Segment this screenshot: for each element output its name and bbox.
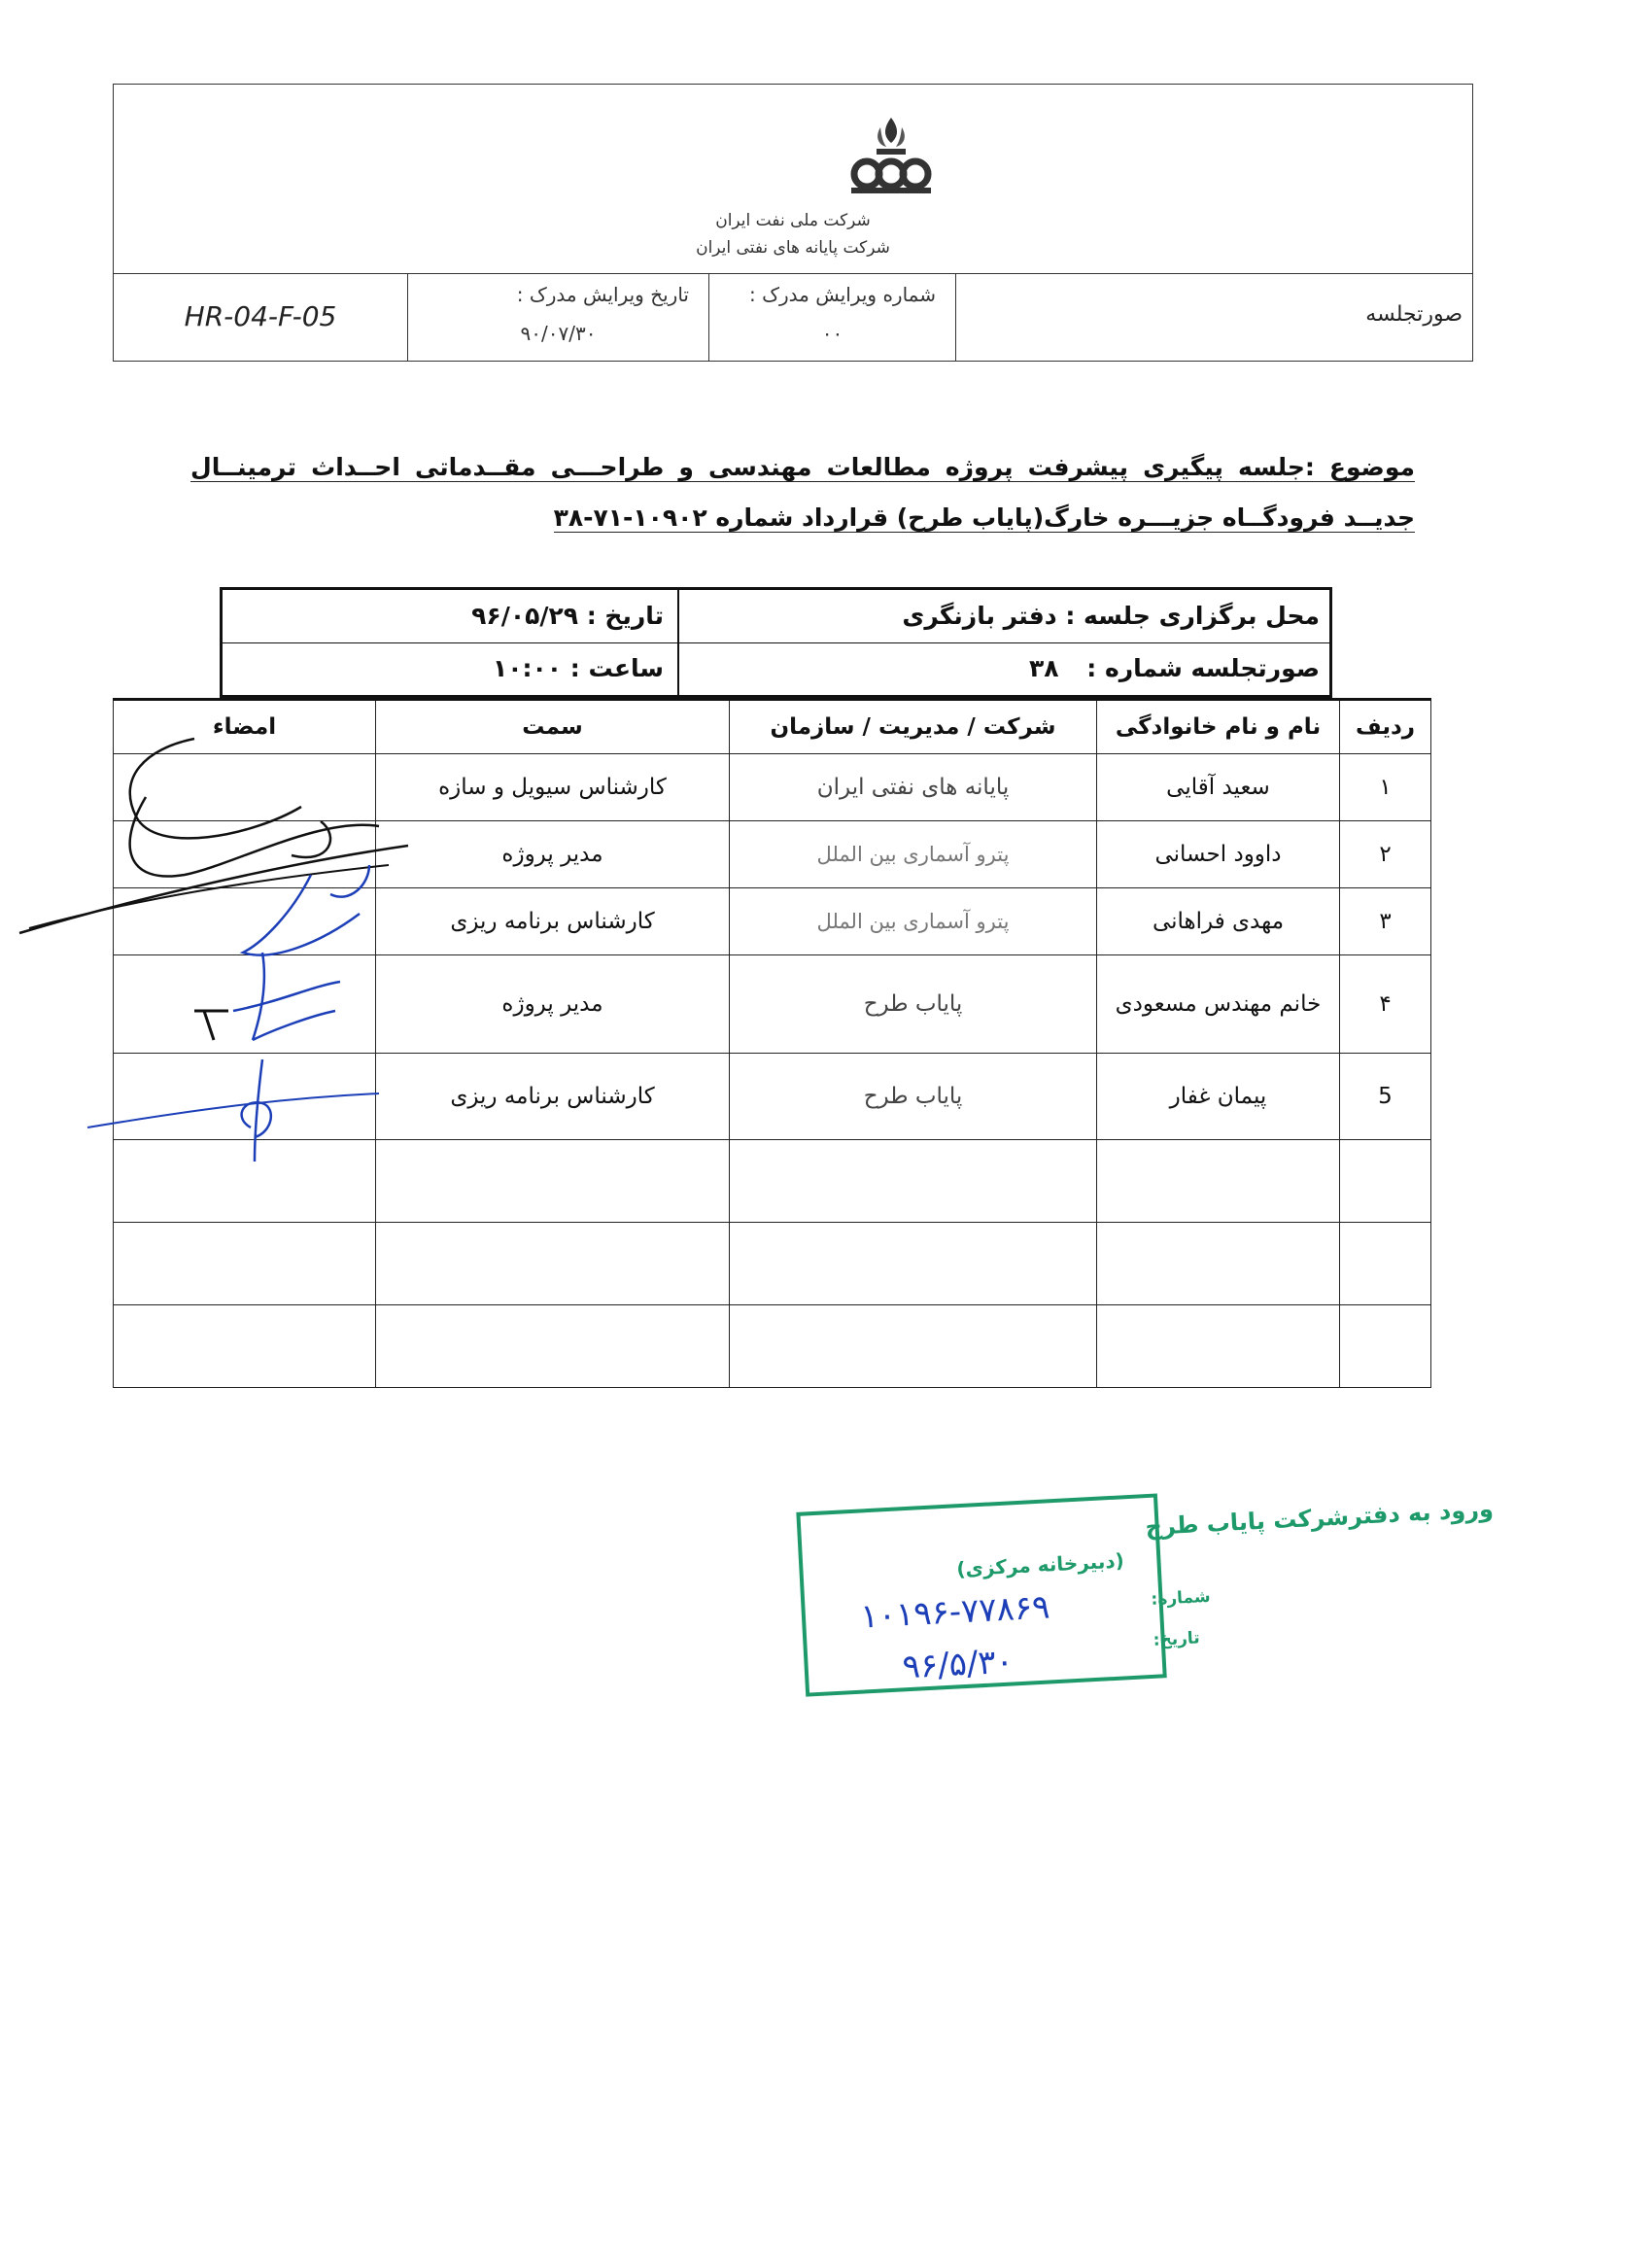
revision-date-label: تاریخ ویرایش مدرک : bbox=[516, 283, 689, 306]
revision-number-value: ۰۰ bbox=[821, 322, 843, 345]
date-label: تاریخ : bbox=[586, 602, 664, 630]
doc-title-cell bbox=[955, 273, 1472, 361]
meeting-subject bbox=[190, 442, 1415, 543]
info-row-place-date bbox=[223, 590, 1329, 643]
nioc-logo-icon bbox=[847, 112, 935, 199]
time-value: ۱۰:۰۰ bbox=[493, 654, 563, 682]
attendee-role: مدیر پروژه bbox=[376, 821, 730, 888]
table-row-empty bbox=[114, 1223, 1431, 1305]
table-row-empty bbox=[114, 1305, 1431, 1388]
col-header-position: سمت bbox=[376, 700, 730, 754]
date-value: ۹۶/۰۵/۲۹ bbox=[471, 602, 578, 630]
stamp-number-value: ۱۰۱۹۶-۷۷۸۶۹ bbox=[859, 1587, 1051, 1637]
col-header-organization: شرکت / مدیریت / سازمان bbox=[730, 700, 1097, 754]
place-cell bbox=[679, 590, 1329, 642]
row-number: ۳ bbox=[1340, 888, 1431, 955]
place-value: دفتر بازنگری bbox=[902, 602, 1057, 630]
receipt-stamp bbox=[799, 1495, 1495, 1691]
attendee-org: پترو آسماری بین الملل bbox=[730, 888, 1097, 955]
revision-number-label: شماره ویرایش مدرک : bbox=[748, 283, 936, 306]
meeting-info-box bbox=[220, 587, 1332, 698]
place-label: محل برگزاری جلسه : bbox=[1065, 602, 1320, 630]
time-label: ساعت : bbox=[569, 654, 664, 682]
info-row-minutes-time bbox=[223, 642, 1329, 695]
minutes-number-label: صورتجلسه شماره : bbox=[1086, 654, 1320, 682]
signatures-icon bbox=[0, 719, 447, 1166]
date-cell bbox=[223, 590, 679, 642]
row-number: 5 bbox=[1340, 1054, 1431, 1140]
minutes-number-value: ۳۸ bbox=[1029, 654, 1059, 682]
time-cell bbox=[223, 642, 679, 695]
company-name-nioc: شرکت ملی نفت ایران bbox=[715, 211, 871, 230]
minutes-number-cell bbox=[679, 642, 1329, 695]
header-logo-area bbox=[114, 85, 1472, 274]
document-header bbox=[113, 84, 1473, 362]
stamp-date-label: تاریخ: bbox=[1153, 1628, 1201, 1650]
doc-code: HR-04-F-05 bbox=[184, 300, 337, 332]
revision-date-cell bbox=[407, 273, 708, 361]
attendee-org: پایاب طرح bbox=[730, 1054, 1097, 1140]
attendee-role: مدیر پروژه bbox=[376, 955, 730, 1054]
doc-title: صورتجلسه bbox=[1365, 302, 1463, 327]
attendee-role: کارشناس سیویل و سازه bbox=[376, 754, 730, 821]
attendee-name: مهدی فراهانی bbox=[1097, 888, 1340, 955]
attendee-name: خانم مهندس مسعودی bbox=[1097, 955, 1340, 1054]
meeting-subject-text: موضوع :جلسه پیگیری پیشرفت پروژه مطالعات مهندسی و طراحـــی مقــدماتی احــداث ترمینــال جدیــد فرودگــاه جزیـــره خارگ(پایاب طرح) قرارداد شماره ۱۰۹۰۲-۷۱-۳۸ bbox=[190, 453, 1415, 532]
attendee-name: سعید آقایی bbox=[1097, 754, 1340, 821]
stamp-subtitle: (دبیرخانه مرکزی) bbox=[955, 1548, 1125, 1581]
attendee-org: پایانه های نفتی ایران bbox=[730, 754, 1097, 821]
col-header-name: نام و نام خانوادگی bbox=[1097, 700, 1340, 754]
attendee-org: پایاب طرح bbox=[730, 955, 1097, 1054]
stamp-number-label: شماره: bbox=[1151, 1586, 1212, 1610]
attendee-name: داوود احسانی bbox=[1097, 821, 1340, 888]
company-name-terminals: شرکت پایانه های نفتی ایران bbox=[696, 238, 890, 258]
attendee-name: پیمان غفار bbox=[1097, 1054, 1340, 1140]
col-header-signature: امضاء bbox=[114, 700, 376, 754]
col-header-row-number: ردیف bbox=[1340, 700, 1431, 754]
row-number: ۲ bbox=[1340, 821, 1431, 888]
attendee-org: پترو آسماری بین الملل bbox=[730, 821, 1097, 888]
stamp-date-value: ۹۶/۵/۳۰ bbox=[901, 1642, 1015, 1687]
row-number: ۴ bbox=[1340, 955, 1431, 1054]
attendee-role: کارشناس برنامه ریزی bbox=[376, 888, 730, 955]
revision-date-value: ۹۰/۰۷/۳۰ bbox=[520, 322, 597, 345]
row-number: ۱ bbox=[1340, 754, 1431, 821]
attendee-role: کارشناس برنامه ریزی bbox=[376, 1054, 730, 1140]
stamp-title: ورود به دفترشرکت پایاب طرح bbox=[1144, 1495, 1495, 1542]
revision-number-cell bbox=[708, 273, 955, 361]
